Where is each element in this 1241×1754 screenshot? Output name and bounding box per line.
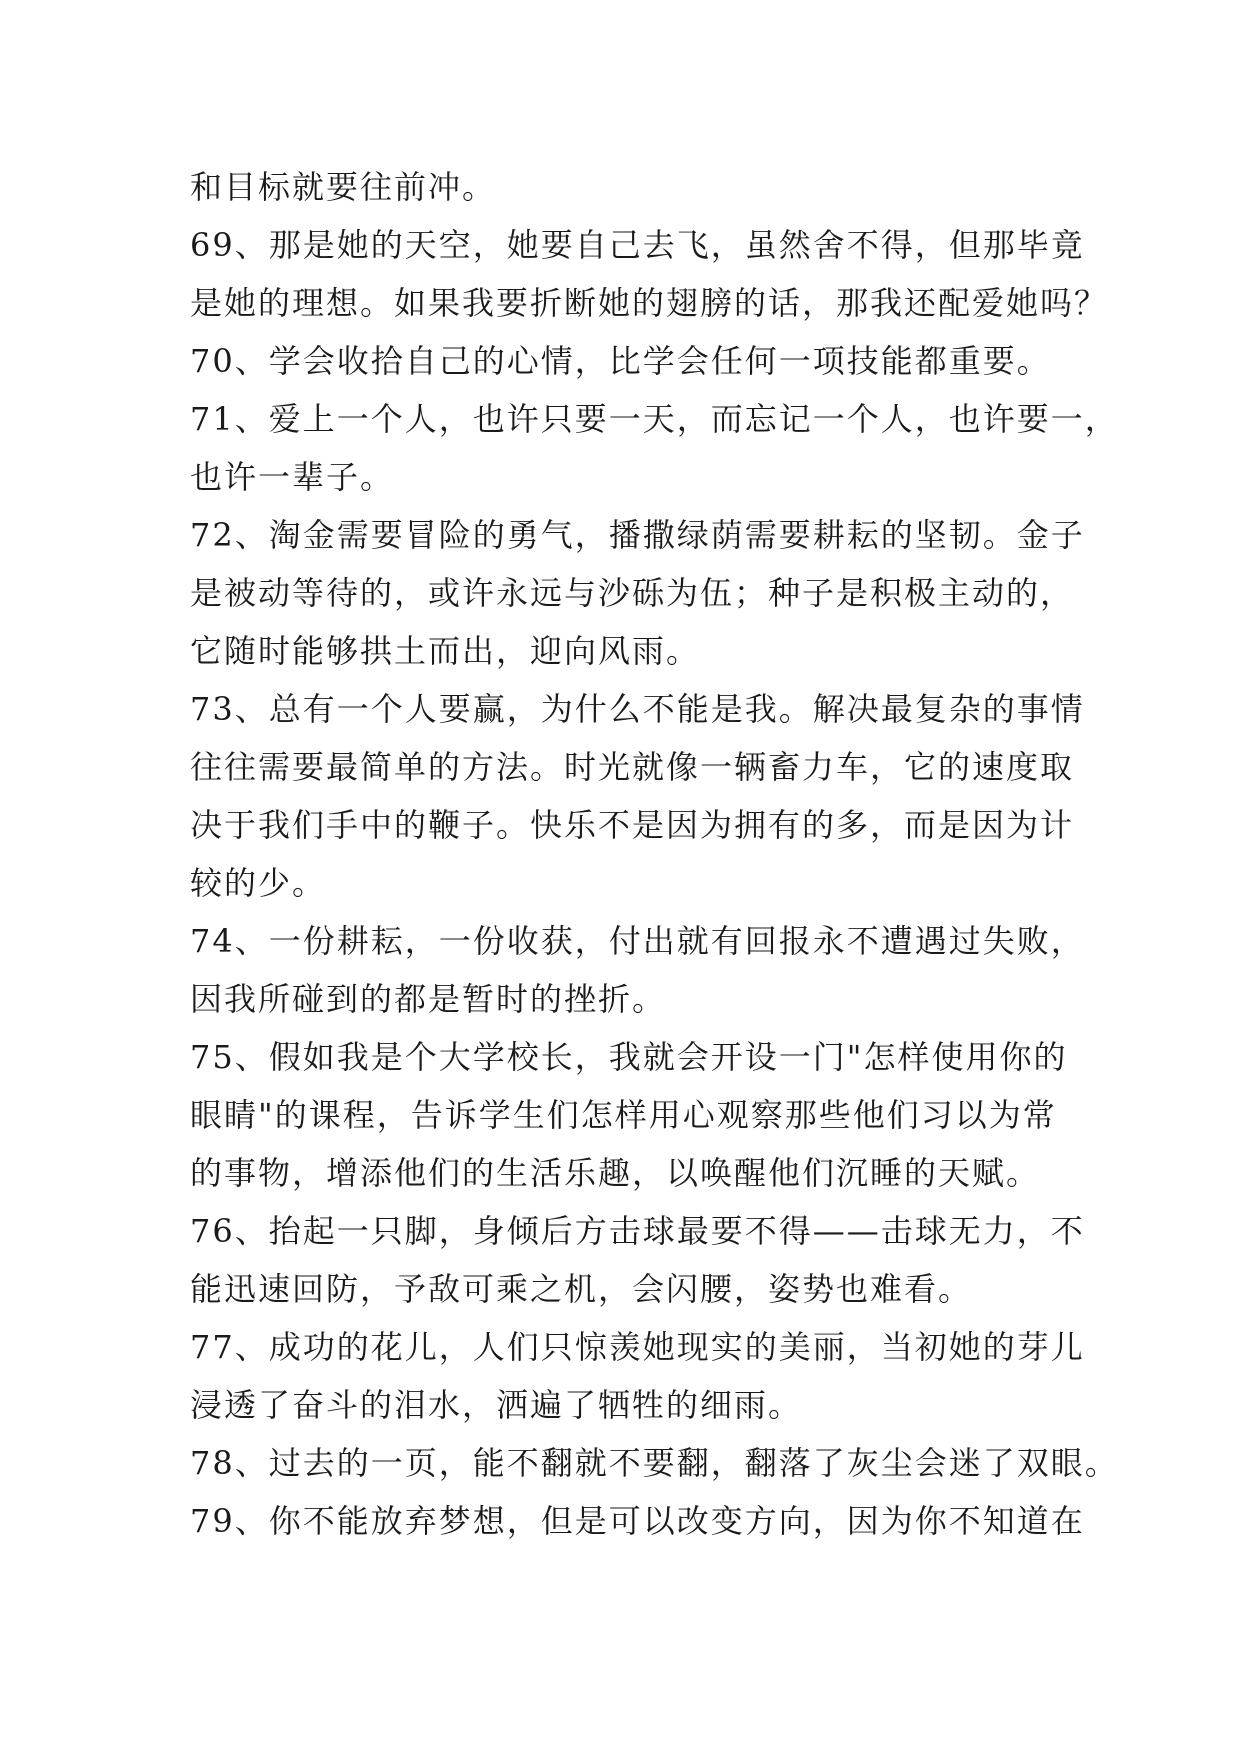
text-line: 71、爱上一个人，也许只要一天，而忘记一个人，也许要一， xyxy=(190,400,1119,438)
text-line: 74、一份耕耘，一份收获，付出就有回报永不遭遇过失败， xyxy=(190,922,1085,960)
text-line: 70、学会收拾自己的心情，比学会任何一项技能都重要。 xyxy=(190,342,1051,380)
text-line: 较的少。 xyxy=(190,864,327,902)
text-line: 它随时能够拱土而出，迎向风雨。 xyxy=(190,632,701,670)
text-line: 的事物，增添他们的生活乐趣，以唤醒他们沉睡的天赋。 xyxy=(190,1154,1041,1192)
text-line: 72、淘金需要冒险的勇气，播撒绿荫需要耕耘的坚韧。金子 xyxy=(190,516,1085,554)
text-line: 73、总有一个人要赢，为什么不能是我。解决最复杂的事情 xyxy=(190,690,1085,728)
text-line: 因我所碰到的都是暂时的挫折。 xyxy=(190,980,667,1018)
body-text xyxy=(190,158,1119,1550)
text-line: 能迅速回防，予敌可乘之机，会闪腰，姿势也难看。 xyxy=(190,1270,973,1308)
text-line: 78、过去的一页，能不翻就不要翻，翻落了灰尘会迷了双眼。 xyxy=(190,1444,1119,1482)
text-line: 和目标就要往前冲。 xyxy=(190,168,497,206)
text-line: 76、抬起一只脚，身倾后方击球最要不得——击球无力，不 xyxy=(190,1212,1085,1250)
text-line: 69、那是她的天空，她要自己去飞，虽然舍不得，但那毕竟 xyxy=(190,226,1085,264)
text-line: 是被动等待的，或许永远与沙砾为伍；种子是积极主动的， xyxy=(190,574,1075,612)
text-line: 决于我们手中的鞭子。快乐不是因为拥有的多，而是因为计 xyxy=(190,806,1075,844)
text-line: 也许一辈子。 xyxy=(190,458,395,496)
text-line: 75、假如我是个大学校长，我就会开设一门"怎样使用你的 xyxy=(190,1038,1068,1076)
text-line: 是她的理想。如果我要折断她的翅膀的话，那我还配爱她吗？ xyxy=(190,284,1109,322)
text-line: 77、成功的花儿，人们只惊羡她现实的美丽，当初她的芽儿 xyxy=(190,1328,1085,1366)
text-line: 浸透了奋斗的泪水，洒遍了牺牲的细雨。 xyxy=(190,1386,803,1424)
text-line: 79、你不能放弃梦想，但是可以改变方向，因为你不知道在 xyxy=(190,1502,1085,1540)
text-line: 往往需要最简单的方法。时光就像一辆畜力车，它的速度取 xyxy=(190,748,1075,786)
text-line: 眼睛"的课程，告诉学生们怎样用心观察那些他们习以为常 xyxy=(190,1096,1057,1134)
